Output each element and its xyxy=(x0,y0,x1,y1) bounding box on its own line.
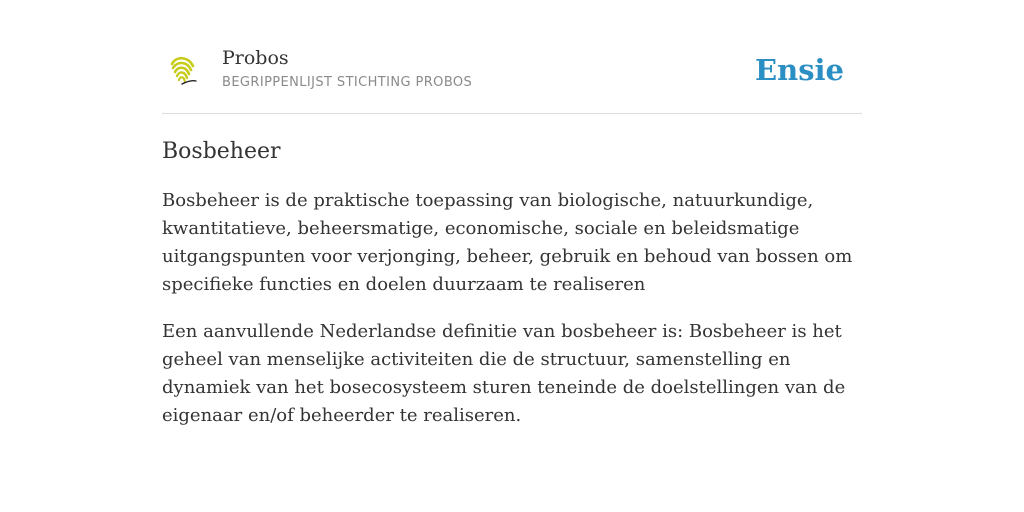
page-title: Bosbeheer xyxy=(162,139,281,164)
org-name[interactable]: Probos xyxy=(222,47,289,69)
brand-logo[interactable]: Ensie xyxy=(755,53,844,87)
definition-paragraph: Een aanvullende Nederlandse definitie van bosbeheer is: Bosbeheer is het geheel van menselijke activiteiten die de structuur, samenstelling en dynamiek van het bosecosysteem sturen teneinde de doelstellingen van de eigenaar en/of beheerder te realiseren. xyxy=(162,321,846,426)
header xyxy=(162,40,862,114)
definition-paragraph: Bosbeheer is de praktische toepassing van biologische, natuurkundige, kwantitatieve, beheersmatige, economische, sociale en beleidsmatige uitgangspunten voor verjonging, beheer, gebruik en behoud van bossen om specifieke functies en doelen duurzaam te realiseren xyxy=(162,190,853,295)
probos-leaf-logo-icon[interactable] xyxy=(168,54,198,90)
term-content xyxy=(162,136,862,449)
org-subtitle: BEGRIPPENLIJST STICHTING PROBOS xyxy=(222,75,473,90)
